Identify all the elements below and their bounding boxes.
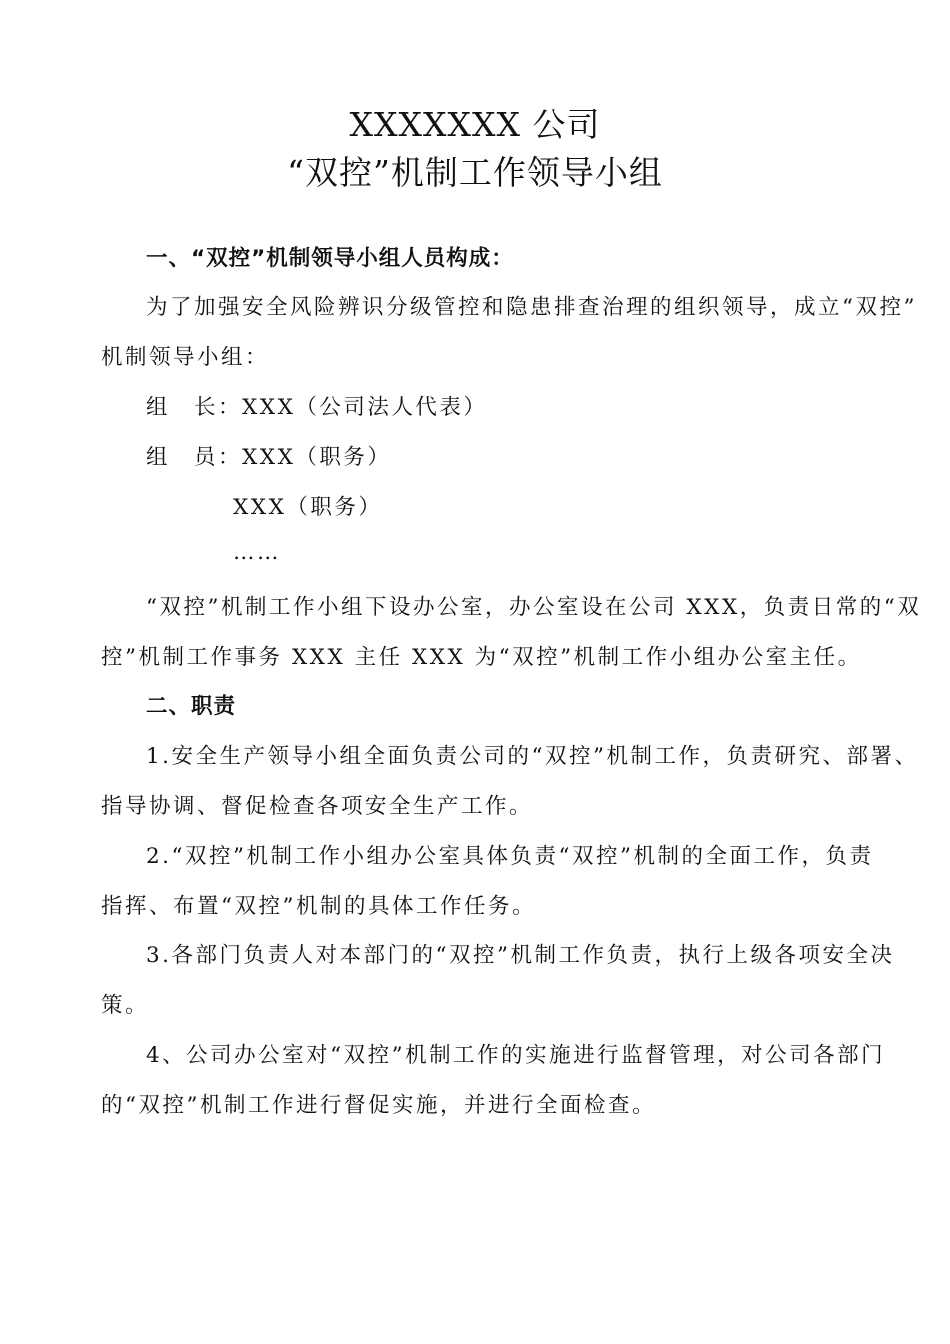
group-member-1: 组 员：XXX（职务） bbox=[146, 445, 392, 470]
office-paragraph-line2: 控”机制工作事务 XXX 主任 XXX 为“双控”机制工作小组办公室主任。 bbox=[101, 645, 862, 670]
group-member-ellipsis: …… bbox=[233, 540, 281, 565]
duty-item3-line1: 3.各部门负责人对本部门的“双控”机制工作负责，执行上级各项安全决 bbox=[146, 943, 895, 968]
section2-heading: 二、职责 bbox=[146, 694, 237, 719]
duty-item1-line1: 1.安全生产领导小组全面负责公司的“双控”机制工作，负责研究、部署、 bbox=[146, 744, 919, 769]
duty-item3-line2: 策。 bbox=[101, 993, 150, 1018]
duty-item2-line1: 2.“双控”机制工作小组办公室具体负责“双控”机制的全面工作，负责 bbox=[146, 844, 874, 869]
section1-intro-line1: 为了加强安全风险辨识分级管控和隐患排查治理的组织领导，成立“双控” bbox=[146, 295, 917, 320]
section1-heading: 一、“双控”机制领导小组人员构成： bbox=[146, 246, 514, 271]
document-title-group: “双控”机制工作领导小组 bbox=[287, 153, 663, 192]
document-title-company: XXXXXXX 公司 bbox=[349, 105, 601, 144]
office-paragraph-line1: “双控”机制工作小组下设办公室，办公室设在公司 XXX，负责日常的“双 bbox=[146, 595, 922, 620]
group-member-2: XXX（职务） bbox=[233, 495, 383, 520]
duty-item2-line2: 指挥、布置“双控”机制的具体工作任务。 bbox=[101, 894, 536, 919]
duty-item4-line2: 的“双控”机制工作进行督促实施，并进行全面检查。 bbox=[101, 1093, 656, 1118]
section1-intro-line2: 机制领导小组： bbox=[101, 345, 270, 370]
group-leader: 组 长：XXX（公司法人代表） bbox=[146, 395, 488, 420]
duty-item4-line1: 4、公司办公室对“双控”机制工作的实施进行监督管理，对公司各部门 bbox=[146, 1043, 886, 1068]
duty-item1-line2: 指导协调、督促检查各项安全生产工作。 bbox=[101, 794, 534, 819]
